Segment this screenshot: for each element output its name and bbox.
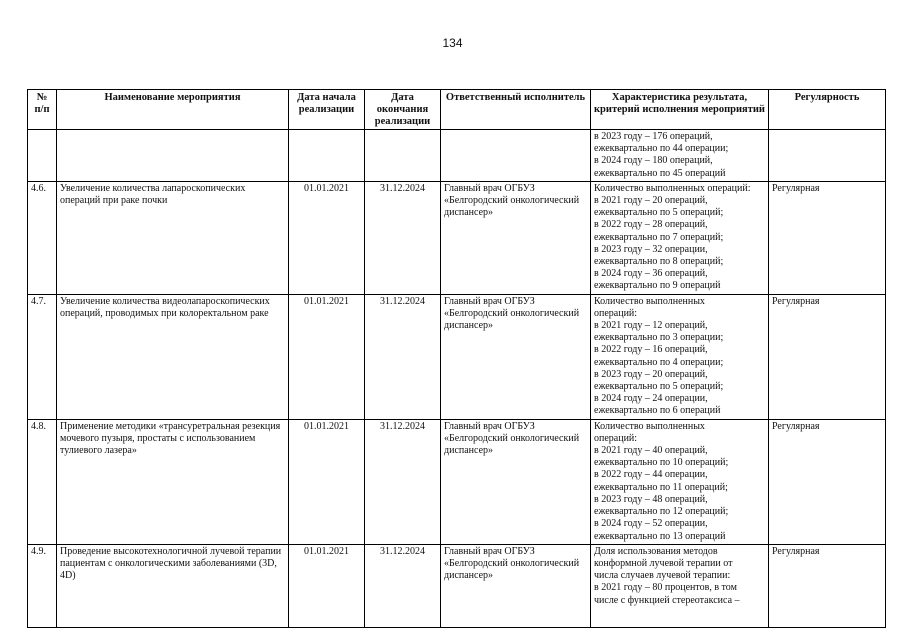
result-line: ежеквартально по 4 операции; xyxy=(594,356,724,368)
table-row xyxy=(28,294,886,419)
cell-result xyxy=(591,130,769,182)
result-line: в 2021 году – 80 процентов, в том xyxy=(594,582,737,594)
header-num: № п/п xyxy=(28,90,57,130)
result-line: числе с функцией стереотаксиса – xyxy=(594,594,740,606)
result-line: ежеквартально по 13 операций xyxy=(594,530,726,542)
cell-responsible: Главный врач ОГБУЗ «Белгородский онкологический диспансер» xyxy=(441,294,591,419)
result-line: ежеквартально по 45 операций xyxy=(594,167,726,179)
result-line: в 2024 году – 52 операции, xyxy=(594,518,708,530)
cell-num: 4.8. xyxy=(28,419,57,544)
result-line: ежеквартально по 44 операции; xyxy=(594,143,729,155)
cell-start-date: 01.01.2021 xyxy=(289,544,365,627)
cell-num: 4.6. xyxy=(28,181,57,294)
cell-end-date: 31.12.2024 xyxy=(365,419,441,544)
cell-end-date: 31.12.2024 xyxy=(365,294,441,419)
result-line: в 2022 году – 28 операций, xyxy=(594,219,708,231)
header-responsible: Ответственный исполнитель xyxy=(441,90,591,130)
cell-num xyxy=(28,130,57,182)
result-line: операций: xyxy=(594,307,638,319)
cell-num: 4.7. xyxy=(28,294,57,419)
cell-regularity: Регулярная xyxy=(769,294,886,419)
result-line: в 2024 году – 180 операций, xyxy=(594,155,713,167)
result-line: Количество выполненных xyxy=(594,420,705,432)
result-line: ежеквартально по 3 операции; xyxy=(594,332,724,344)
result-line: ежеквартально по 10 операций; xyxy=(594,457,729,469)
header-regularity: Регулярность xyxy=(769,90,886,130)
cell-start-date: 01.01.2021 xyxy=(289,419,365,544)
table-row xyxy=(28,544,886,627)
cell-name: Увеличение количества лапароскопических операций при раке почки xyxy=(57,181,289,294)
result-line: ежеквартально по 8 операций; xyxy=(594,256,724,268)
result-line: в 2023 году – 48 операций, xyxy=(594,493,708,505)
cell-regularity: Регулярная xyxy=(769,419,886,544)
result-line: операций: xyxy=(594,432,638,444)
table-row-continuation xyxy=(28,130,886,182)
cell-result xyxy=(591,419,769,544)
cell-responsible: Главный врач ОГБУЗ «Белгородский онкологический диспансер» xyxy=(441,419,591,544)
page-number: 134 xyxy=(442,36,463,50)
cell-result xyxy=(591,294,769,419)
cell-name xyxy=(57,130,289,182)
result-line: в 2023 году – 176 операций, xyxy=(594,131,713,142)
cell-responsible: Главный врач ОГБУЗ «Белгородский онкологический диспансер» xyxy=(441,181,591,294)
result-line: ежеквартально по 5 операций; xyxy=(594,207,724,219)
cell-end-date: 31.12.2024 xyxy=(365,181,441,294)
cell-regularity: Регулярная xyxy=(769,181,886,294)
measures-table xyxy=(27,89,886,628)
cell-end-date: 31.12.2024 xyxy=(365,544,441,627)
result-line: в 2023 году – 20 операций, xyxy=(594,368,708,380)
result-line: в 2024 году – 24 операции, xyxy=(594,393,708,405)
result-line: Количество выполненных xyxy=(594,295,705,307)
cell-result xyxy=(591,544,769,627)
table-header-row xyxy=(28,90,886,130)
cell-start-date: 01.01.2021 xyxy=(289,181,365,294)
result-line: ежеквартально по 11 операций; xyxy=(594,481,728,493)
header-end-date: Дата окончания реализации xyxy=(365,90,441,130)
cell-responsible xyxy=(441,130,591,182)
cell-name: Увеличение количества видеолапароскопических операций, проводимых при колоректальном раке xyxy=(57,294,289,419)
result-line: числа случаев лучевой терапии: xyxy=(594,570,731,582)
header-name: Наименование мероприятия xyxy=(57,90,289,130)
cell-result xyxy=(591,181,769,294)
result-line: в 2021 году – 40 операций, xyxy=(594,445,708,457)
cell-name: Проведение высокотехнологичной лучевой терапии пациентам с онкологическими заболеваниями (3D, 4D) xyxy=(57,544,289,627)
result-line: в 2021 году – 12 операций, xyxy=(594,320,708,332)
result-line: в 2023 году – 32 операции, xyxy=(594,243,708,255)
result-line: в 2022 году – 16 операций, xyxy=(594,344,708,356)
cell-regularity xyxy=(769,130,886,182)
result-line: Количество выполненных операций: xyxy=(594,182,751,194)
cell-end-date xyxy=(365,130,441,182)
result-line: ежеквартально по 7 операций; xyxy=(594,231,724,243)
table-row xyxy=(28,181,886,294)
result-line: Доля использования методов xyxy=(594,545,718,557)
result-line: в 2022 году – 44 операции, xyxy=(594,469,708,481)
cell-start-date xyxy=(289,130,365,182)
cell-name: Применение методики «трансуретральная резекция мочевого пузыря, простаты с использованием тулиевого лазера» xyxy=(57,419,289,544)
header-result: Характеристика результата, критерий исполнения мероприятий xyxy=(591,90,769,130)
result-line: ежеквартально по 5 операций; xyxy=(594,381,724,393)
cell-responsible: Главный врач ОГБУЗ «Белгородский онкологический диспансер» xyxy=(441,544,591,627)
result-line: ежеквартально по 6 операций xyxy=(594,405,721,417)
cell-num: 4.9. xyxy=(28,544,57,627)
result-line: конформной лучевой терапии от xyxy=(594,557,733,569)
header-start-date: Дата начала реализации xyxy=(289,90,365,130)
cell-start-date: 01.01.2021 xyxy=(289,294,365,419)
result-line: ежеквартально по 12 операций; xyxy=(594,506,729,518)
result-line: ежеквартально по 9 операций xyxy=(594,280,721,292)
result-line: в 2024 году – 36 операций, xyxy=(594,268,708,280)
cell-regularity: Регулярная xyxy=(769,544,886,627)
table-row xyxy=(28,419,886,544)
result-line: в 2021 году – 20 операций, xyxy=(594,195,708,207)
